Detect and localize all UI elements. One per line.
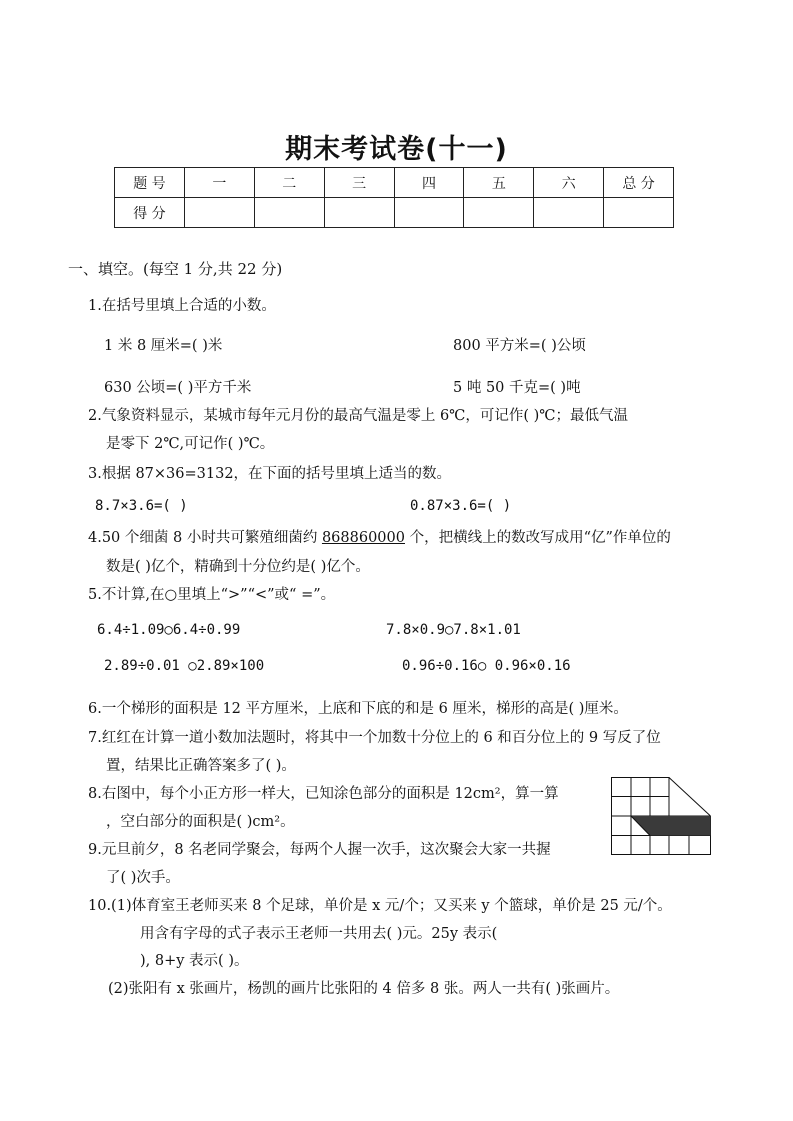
q10-line4: (2)张阳有 x 张画片，杨凯的画片比张阳的 4 倍多 8 张。两人一共有( )张画片。: [108, 981, 620, 997]
score-cell-label: 题 号: [115, 168, 185, 198]
q8-line2: ，空白部分的面积是( )cm²。: [106, 814, 295, 830]
q9-line1: 9.元旦前夕，8 名老同学聚会，每两个人握一次手，这次聚会大家一共握: [88, 842, 551, 858]
score-cell-6: 六: [534, 168, 604, 198]
q1-item-d: 5 吨 50 千克=( )吨: [453, 380, 581, 396]
q4-line1-pre: 4.50 个细菌 8 小时共可繁殖细菌约: [88, 530, 322, 546]
score-cell-5: 五: [464, 168, 534, 198]
grid-figure: [611, 777, 711, 855]
q9-line2: 了( )次手。: [106, 870, 180, 886]
score-cell-total: 总 分: [604, 168, 674, 198]
q7-line1: 7.红红在计算一道小数加法题时，将其中一个加数十分位上的 6 和百分位上的 9 写反了位: [88, 730, 661, 746]
q10-line2: 用含有字母的式子表示王老师一共用去( )元。25y 表示(: [140, 926, 498, 942]
q4-line1-post: 个，把横线上的数改写成用“亿”作单位的: [404, 530, 671, 546]
q10-line1: 10.(1)体育室王老师买来 8 个足球，单价是 x 元/个；又买来 y 个篮球，单价是 25 元/个。: [88, 898, 672, 914]
q4-underlined-number: 868860000: [321, 530, 405, 546]
q1-stem: 1.在括号里填上合适的小数。: [88, 298, 276, 314]
score-input-1[interactable]: [184, 198, 254, 228]
score-table: [114, 167, 674, 228]
score-table-header-row: [115, 168, 674, 198]
q5-stem: 5.不计算,在○里填上“>”“<”或“ =”。: [88, 587, 336, 603]
q4-line2: 数是( )亿个，精确到十分位约是( )亿个。: [106, 559, 370, 575]
q5-item-c: 2.89÷0.01 ○2.89×100: [104, 658, 265, 674]
score-cell-1: 一: [184, 168, 254, 198]
q4-line1: [88, 526, 671, 547]
q6-text: 6.一个梯形的面积是 12 平方厘米，上底和下底的和是 6 厘米，梯形的高是( )厘米。: [88, 701, 628, 717]
q3-stem: 3.根据 87×36=3132，在下面的括号里填上适当的数。: [88, 466, 452, 482]
score-input-total[interactable]: [604, 198, 674, 228]
q3-item-b: 0.87×3.6=( ): [410, 498, 512, 514]
score-input-2[interactable]: [254, 198, 324, 228]
q2-line1: 2.气象资料显示，某城市每年元月份的最高气温是零上 6℃，可记作( )℃；最低气温: [88, 408, 629, 424]
q5-item-a: 6.4÷1.09○6.4÷0.99: [97, 622, 241, 638]
q5-item-b: 7.8×0.9○7.8×1.01: [386, 622, 521, 638]
score-cell-2: 二: [254, 168, 324, 198]
section-heading: 一、填空。(每空 1 分,共 22 分): [68, 260, 283, 278]
score-cell-4: 四: [394, 168, 464, 198]
q10-line3: ), 8+y 表示( )。: [140, 953, 249, 969]
score-row-label: 得 分: [115, 198, 185, 228]
shaded-region: [631, 816, 711, 836]
q1-item-a: 1 米 8 厘米=( )米: [104, 338, 223, 354]
q8-line1: 8.右图中，每个小正方形一样大，已知涂色部分的面积是 12cm²，算一算: [88, 786, 559, 802]
score-table-score-row: [115, 198, 674, 228]
score-cell-3: 三: [324, 168, 394, 198]
score-input-6[interactable]: [534, 198, 604, 228]
q1-item-b: 800 平方米=( )公顷: [453, 338, 586, 354]
q7-line2: 置，结果比正确答案多了( )。: [106, 758, 296, 774]
q1-item-c: 630 公顷=( )平方千米: [104, 380, 252, 396]
score-input-3[interactable]: [324, 198, 394, 228]
q5-item-d: 0.96÷0.16○ 0.96×0.16: [402, 658, 571, 674]
score-input-4[interactable]: [394, 198, 464, 228]
q3-item-a: 8.7×3.6=( ): [95, 498, 188, 514]
trapezoid-slant-edge: [669, 778, 711, 817]
score-input-5[interactable]: [464, 198, 534, 228]
q2-line2: 是零下 2℃,可记作( )℃。: [106, 436, 275, 452]
page-title: 期末考试卷(十一): [285, 134, 508, 165]
